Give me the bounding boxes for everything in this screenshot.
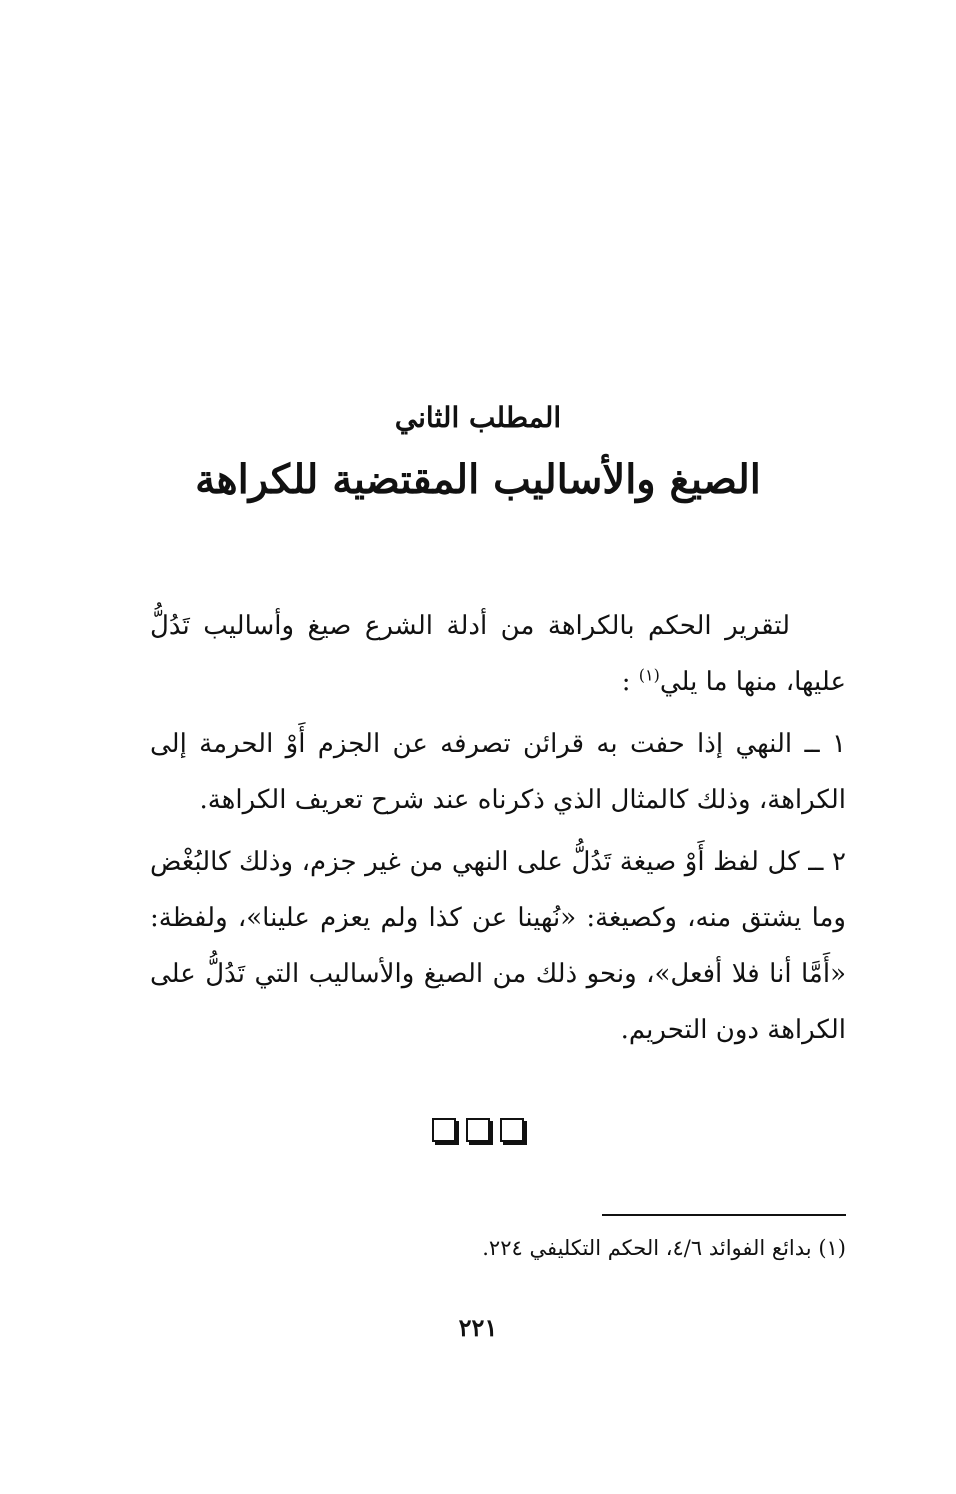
list-item-2: ٢ ــ كل لفظ أَوْ صيغة تَدُلُّ على النهي من غير جزم، وذلك كالبُغْض وما يشتق منه، وكصيغة: «نُهينا عن كذا ولم يعزم علينا»، ولفظة: «أَمَّا أنا فلا أفعل»، ونحو ذلك من الصيغ والأساليب التي تَدُلُّ على الكراهة دون التحريم. — [150, 847, 846, 1045]
square-icon — [432, 1118, 456, 1142]
footnote-divider — [602, 1214, 846, 1216]
intro-text: لتقرير الحكم بالكراهة من أدلة الشرع صيغ وأساليب تَدُلُّ عليها، منها ما يلي — [150, 611, 846, 697]
page-number: ٢٢١ — [458, 1313, 498, 1342]
footnote-ref: (١) — [638, 665, 660, 685]
intro-tail: : — [621, 667, 631, 697]
square-icon — [466, 1118, 490, 1142]
footnote: (١) بدائع الفوائد ٤/٦، الحكم التكليفي ٢٢٤. — [482, 1236, 846, 1260]
section-title: الصيغ والأساليب المقتضية للكراهة — [195, 456, 761, 503]
section-end-ornament — [0, 1118, 956, 1142]
section-label: المطلب الثاني — [394, 401, 562, 434]
square-icon — [500, 1118, 524, 1142]
intro-paragraph — [150, 598, 846, 710]
list-item-1: ١ ــ النهي إذا حفت به قرائن تصرفه عن الجزم أَوْ الحرمة إلى الكراهة، وذلك كالمثال الذي ذكرناه عند شرح تعريف الكراهة. — [150, 729, 846, 815]
